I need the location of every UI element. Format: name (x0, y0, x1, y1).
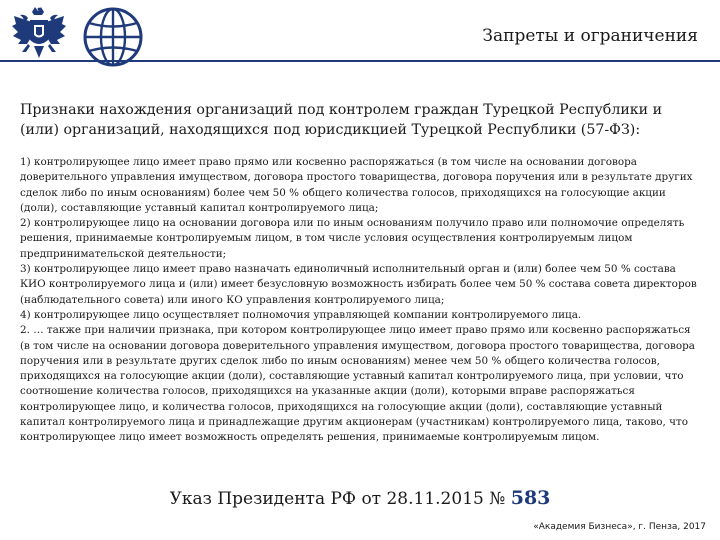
paragraph-item-3: 3) контролирующее лицо имеет право назначать единоличный исполнительный орган и (или) более чем 50 % состава КИО контролируемого лица и (или) имеет безусловную возможность избирать более чем 50 % состава совета директоров (наблюдательного совета) или иного КО управления контролируемого лица; (20, 263, 697, 306)
slide-title: Запреты и ограничения (482, 26, 698, 46)
decree-number: 583 (510, 487, 551, 509)
russian-double-headed-eagle-icon (10, 6, 68, 66)
header-divider (0, 60, 720, 62)
decree-reference (0, 487, 720, 509)
document-heading: Признаки нахождения организаций под контролем граждан Турецкой Республики и (или) организаций, находящихся под юрисдикцией Турецкой Республики (57-ФЗ): (20, 102, 663, 138)
paragraph-item-1: 1) контролирующее лицо имеет право прямо или косвенно распоряжаться (в том числе на основании договора доверительного управления имуществом, договора простого товарищества, договора поручения или в результате других сделок либо по иным основаниям) более чем 50 % общего количества голосов, приходящихся на голосующие акции (доли), составляющие уставный капитал контролируемого лица; (20, 156, 693, 214)
paragraph-item-4: 4) контролирующее лицо осуществляет полномочия управляющей компании контролируемого лица. (20, 308, 582, 321)
paragraph-section-2: 2. … также при наличии признака, при котором контролирующее лицо имеет право прямо или косвенно распоряжаться (в том числе на основании договора доверительного управления имуществом, договора простого товарищества, договора поручения или в результате других сделок либо по иным основаниям) менее чем 50 % общего количества голосов, приходящихся на голосующие акции (доли), составляющие уставный капитал контролируемого лица, при условии, что соотношение количества голосов, приходящихся на указанные акции (доли), которыми вправе распоряжаться контролирующее лицо, и количества голосов, приходящихся на голосующие акции (доли), составляющие уставный капитал контролируемого лица и принадлежащие другим акционерам (участникам) контролируемого лица, таково, что контролирующее лицо имеет возможность определять решения, принимаемые контролируемым лицом. (20, 324, 695, 444)
globe-icon (82, 6, 144, 68)
paragraph-item-2: 2) контролирующее лицо на основании договора или по иным основаниям получило право или полномочие определять решения, принимаемые контролируемым лицом, в том числе условия осуществления контролируемым лицом предпринимательской деятельности; (20, 217, 685, 260)
footer-credit: «Академия Бизнеса», г. Пенза, 2017 (533, 522, 706, 532)
document-body (20, 155, 700, 446)
decree-text: Указ Президента РФ от 28.11.2015 № (169, 489, 506, 509)
slide-header (0, 0, 720, 72)
